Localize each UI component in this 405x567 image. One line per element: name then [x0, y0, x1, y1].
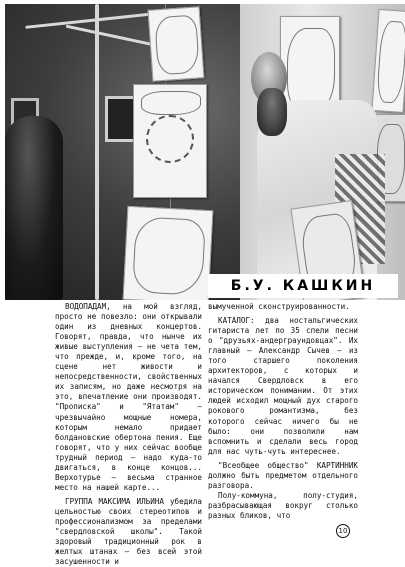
paragraph: ВОДОПАДАМ, на мой взгляд, просто не повезло: они открывали один из дневных концертов. Говорят, правда, что нынче их живые выступления – не чета тем, что прежде, и, кроме того, на сцене нет живости и непосредственности, свойственных их записям, но даже несмотря на это, впечатление они производят. "Прописка" и "Ятатам" – чрезвычайно мощные номера, которым немало придает болдановские обертона пения. Еще говорят, что у них сейчас вообще трудный период – надо куда-то двигаться, в конце концов... Верхотурье – весьма странное место на нашей карте...	[55, 302, 202, 492]
paragraph: КАТАЛОГ: два ностальгических гитариста лет по 35 спели песни о "друзьях-андерграундовцах". Их главный – Александр Сычев – из того старшего поколения архитекторов, с которых и начался Свердловск в его историческом понимании. От этих людей исходил мощный дух старого рокового романтизма, без которого сейчас ничего бы не было: они позволили нам вспомнить и сделали весь город для нас чуть-чуть интереснее.	[208, 316, 358, 456]
paragraph: ГРУППА МАКСИМА ИЛЬИНА убедила цельностью своих стереотипов и профессионализмом за пределами "свердловской школы". Такой здоровый традиционный рок в желтых штанах – без всей этой засушенности и	[55, 496, 202, 567]
poster-right	[371, 9, 405, 113]
poster-top	[148, 6, 205, 81]
page-number: 10	[336, 524, 350, 538]
poster-bottom	[123, 206, 214, 300]
bearded-man-beard	[257, 88, 287, 136]
article-title: Б.У. КАШКИН	[208, 274, 398, 298]
seated-person	[5, 116, 63, 300]
paragraph: вымученной сконструированности.	[208, 302, 350, 311]
poster-sun	[133, 84, 207, 198]
text-column-right	[208, 302, 358, 521]
stand-pole	[95, 4, 99, 300]
text-column-left	[55, 302, 202, 567]
paragraph: Полу-коммуна, полу-студия, разбрасывающая вокруг столько разных бликов, что	[208, 490, 358, 520]
paragraph: "Всеобщее общество" КАРТИННИК должно быть предметом отдельного разговора.	[208, 460, 358, 490]
photo	[5, 4, 405, 300]
